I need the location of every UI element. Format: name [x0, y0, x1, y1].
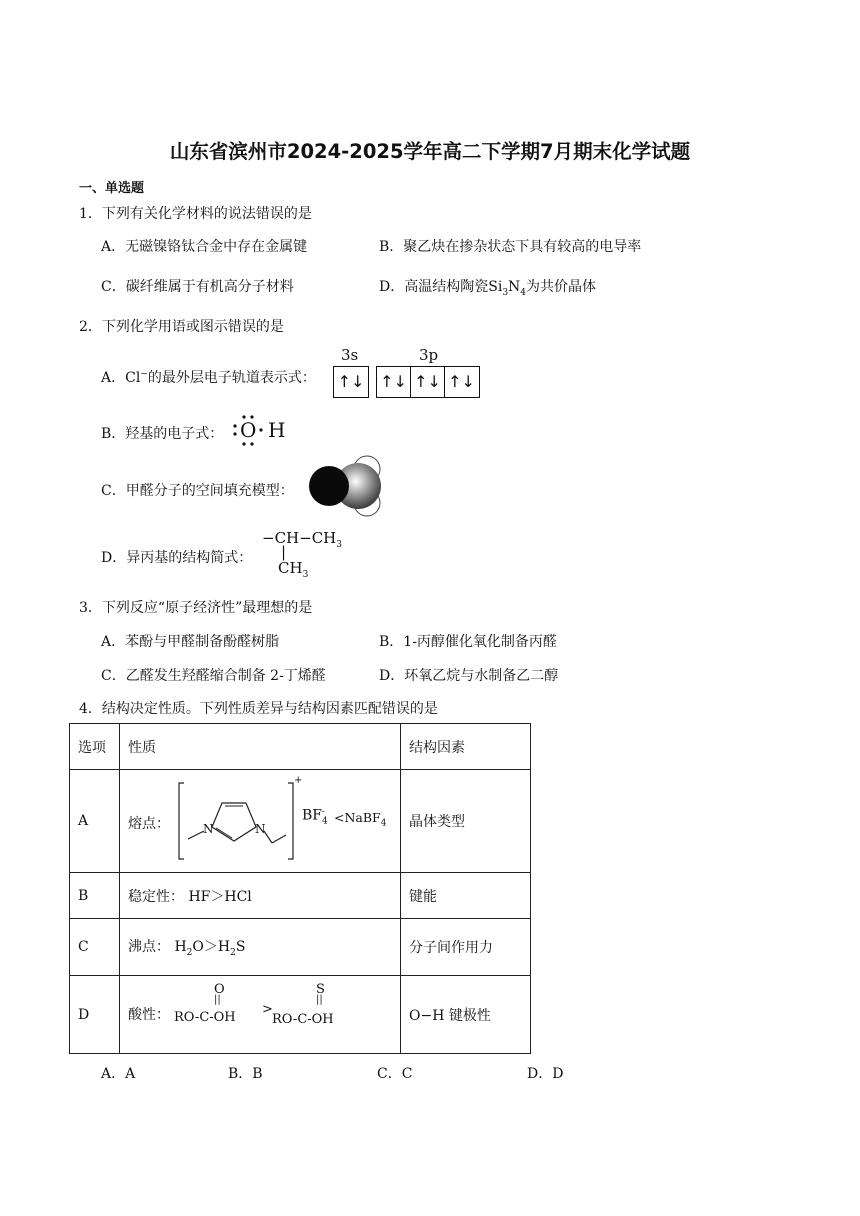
hydrogen-symbol: H: [268, 418, 286, 442]
q2-a-post: 的最外层电子轨道表示式：: [147, 370, 316, 386]
q2-stem: 2．下列化学用语或图示错误的是: [79, 319, 284, 335]
hydroxyl-electron-formula: [232, 413, 292, 447]
q3-option-a[interactable]: A．苯酚与甲醛制备酚醛树脂: [101, 634, 280, 650]
nabf-sub: 4: [380, 818, 387, 829]
isopropyl-bottom-sub: 3: [302, 570, 309, 580]
table-cell-option: D: [70, 976, 120, 1054]
double-bond-1: ||: [214, 993, 221, 1005]
carbonic-ester: RO-C-OH: [174, 1009, 236, 1025]
orbital-cell: ↑↓: [337, 372, 365, 391]
isopropyl-structure: [262, 529, 362, 581]
bp-pre: 沸点： H: [128, 939, 187, 956]
q2-a-cl: Cl: [125, 370, 141, 386]
nitrogen-label-right: N: [255, 822, 266, 836]
orbital-diagram: [333, 366, 480, 398]
bp-sub-a: 2: [186, 947, 193, 958]
formaldehyde-model-icon: [306, 455, 386, 521]
table-cell-option: C: [70, 919, 120, 976]
q3-option-b[interactable]: B．1-丙醇催化氧化制备丙醛: [379, 634, 557, 650]
q1-option-d[interactable]: [379, 276, 596, 298]
page-title: 山东省滨州市2024-2025学年高二下学期7月期末化学试题: [169, 140, 691, 163]
imidazolium-structure-icon: [176, 779, 300, 865]
orbital-3p-label: 3p: [419, 346, 439, 364]
section-heading: 一、单选题: [79, 181, 145, 196]
table-row: [70, 770, 531, 873]
isopropyl-bottom: [278, 559, 308, 580]
q1-option-b[interactable]: B．聚乙炔在掺杂状态下具有较高的电导率: [379, 239, 642, 255]
orbital-cell: ↑↓: [377, 367, 411, 397]
acidity-label: 酸性：: [128, 1006, 170, 1023]
table-header-cell: 结构因素: [401, 724, 531, 770]
nabf-text: <NaBF: [334, 810, 381, 825]
table-row: [70, 919, 531, 976]
q1-d-sub4: 4: [520, 287, 527, 298]
q1-d-pre: D．高温结构陶瓷: [379, 279, 489, 295]
q1-d-post: 为共价晶体: [526, 279, 597, 295]
nabf4-comparison: [334, 810, 386, 829]
orbital-box-3s: [333, 366, 369, 398]
q2-option-a[interactable]: [101, 367, 316, 387]
table-cell-option: A: [70, 770, 120, 873]
anion-formula: [302, 807, 331, 826]
q1-d-sub3: 3: [502, 287, 509, 298]
table-header-cell: 选项: [70, 724, 120, 770]
table-cell-property: [120, 976, 401, 1054]
bp-mid: O＞H: [192, 939, 231, 956]
q3-option-d[interactable]: D．环氧乙烷与水制备乙二醇: [379, 668, 559, 684]
isopropyl-top-sub: 3: [336, 540, 342, 550]
table-row: [70, 976, 531, 1054]
isopropyl-top: [262, 529, 342, 550]
nitrogen-label-left: N: [203, 822, 214, 836]
table-cell-factor: 键能: [401, 873, 531, 919]
bp-sub-b: 2: [230, 947, 236, 958]
table-row: [70, 873, 531, 919]
q4-option-c[interactable]: C．C: [377, 1066, 413, 1082]
q4-table: [69, 723, 531, 1054]
table-header-cell: 性质: [120, 724, 401, 770]
q2-option-c[interactable]: C．甲醛分子的空间填充模型：: [101, 483, 294, 499]
orbital-cell: ↑↓: [448, 372, 475, 391]
orbital-box-3p: [376, 366, 480, 398]
table-cell-property: [120, 919, 401, 976]
q1-d-n: N: [508, 279, 521, 295]
table-cell-factor: 分子间作用力: [401, 919, 531, 976]
table-cell-factor: O−H 键极性: [401, 976, 531, 1054]
isopropyl-top-text: −CH−CH: [262, 529, 337, 547]
carbonyl-oxygen: O: [214, 981, 225, 997]
q4-option-b[interactable]: B．B: [228, 1066, 263, 1082]
table-cell-property: [120, 770, 401, 873]
q3-option-c[interactable]: C．乙醛发生羟醛缩合制备 2-丁烯醛: [101, 668, 326, 684]
q1-stem: 1．下列有关化学材料的说法错误的是: [79, 206, 312, 222]
table-header-row: [70, 724, 531, 770]
table-cell-option: B: [70, 873, 120, 919]
orbital-3s-label: 3s: [341, 346, 359, 364]
cation-charge: +: [294, 775, 303, 786]
q2-option-b[interactable]: B．羟基的电子式：: [101, 426, 224, 442]
bp-end: S: [235, 939, 246, 956]
melting-label: 熔点：: [128, 816, 170, 832]
q1-option-a[interactable]: A．无磁镍铬钛合金中存在金属键: [101, 239, 308, 255]
thiocarbonyl-sulfur: S: [316, 981, 325, 997]
thiocarbonic-ester: RO-C-OH: [272, 1011, 334, 1027]
bf-charge: -: [321, 807, 325, 817]
q4-stem: 4．结构决定性质。下列性质差异与结构因素匹配错误的是: [79, 701, 438, 717]
bf-sub: 4: [322, 816, 328, 827]
q1-option-c[interactable]: C．碳纤维属于有机高分子材料: [101, 279, 294, 295]
isopropyl-bottom-text: CH: [278, 559, 303, 577]
bf-text: BF: [302, 807, 323, 824]
q4-option-d[interactable]: D．D: [527, 1066, 564, 1082]
q4-option-a[interactable]: A．A: [101, 1066, 136, 1082]
q2-a-pre: A．: [101, 370, 126, 386]
table-cell-factor: 晶体类型: [401, 770, 531, 873]
q3-stem: 3．下列反应“原子经济性”最理想的是: [79, 600, 313, 616]
q2-option-d[interactable]: D．异丙基的结构简式：: [101, 550, 253, 566]
oxygen-symbol: O: [240, 418, 257, 442]
double-bond-2: ||: [316, 993, 323, 1005]
greater-than: >: [262, 1001, 273, 1017]
q2-a-minus: −: [140, 369, 148, 380]
table-cell-property: 稳定性： HF＞HCl: [120, 873, 401, 919]
orbital-cell: ↑↓: [411, 367, 445, 397]
q1-d-si: Si: [488, 279, 503, 295]
isopropyl-bond: |: [281, 543, 287, 561]
